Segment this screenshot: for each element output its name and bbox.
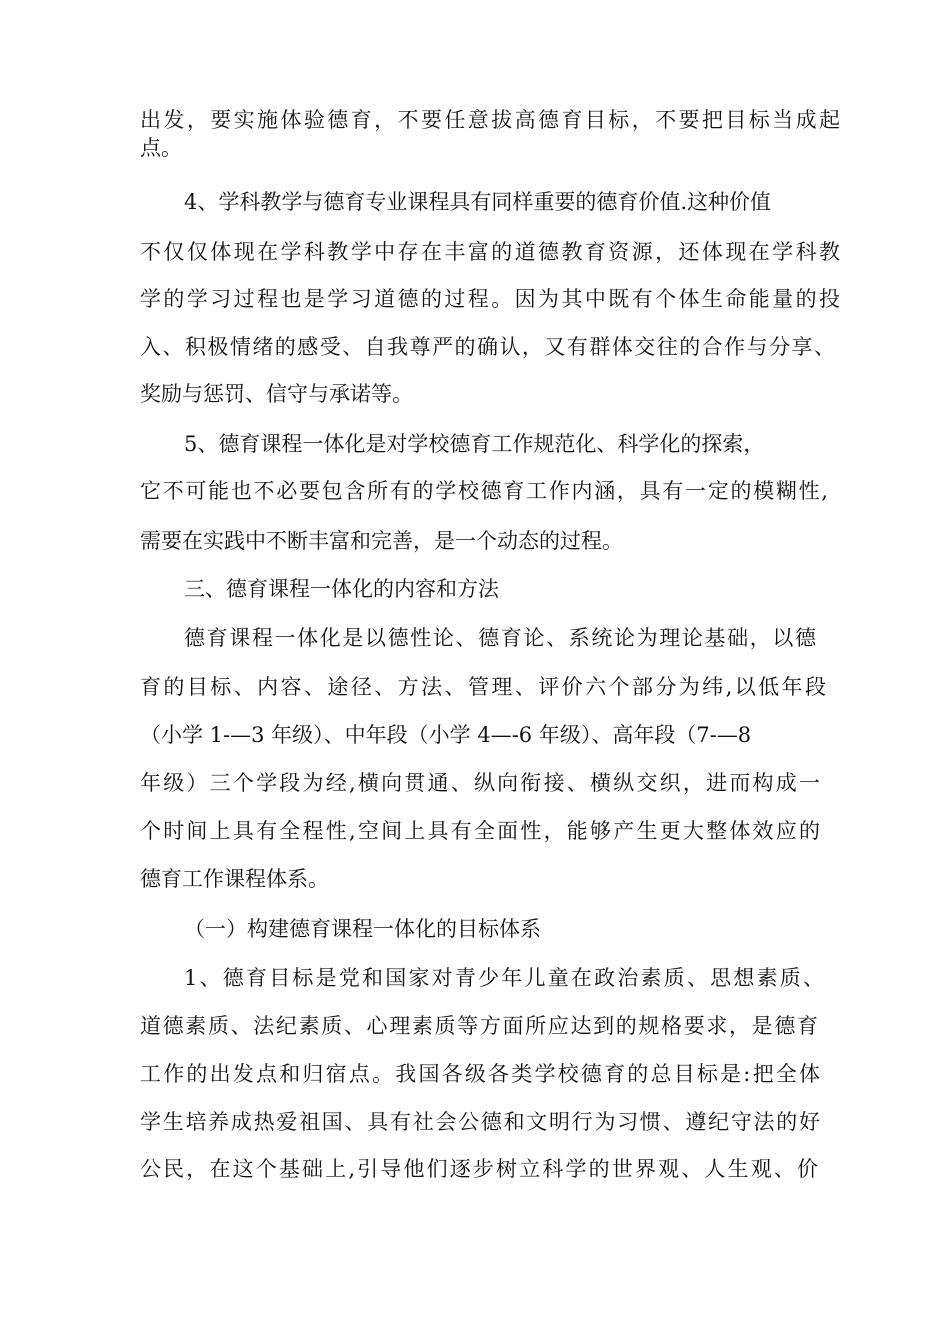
text-line: 入、积极情绪的感受、自我尊严的确认，又有群体交往的合作与分享、 (140, 335, 835, 359)
text-line: 不仅仅体现在学科教学中存在丰富的道德教育资源，还体现在学科教 (140, 240, 840, 264)
text-line: 出发，要实施体验德育，不要任意拔高德育目标，不要把目标当成起 (140, 108, 840, 132)
subsection-heading: （一）构建德育课程一体化的目标体系 (184, 917, 541, 941)
text-line: 工作的出发点和归宿点。我国各级各类学校德育的总目标是:把全体 (140, 1062, 820, 1086)
text-line: 年级）三个学段为经,横向贯通、纵向衔接、横纵交织，进而构成一 (140, 771, 820, 795)
text-line: 育的目标、内容、途径、方法、管理、评价六个部分为纬,以低年段 (140, 675, 826, 699)
text-line: 德育工作课程体系。 (140, 867, 329, 891)
section-heading: 三、德育课程一体化的内容和方法 (184, 577, 499, 601)
text-line: 1、德育目标是党和国家对青少年儿童在政治素质、思想素质、 (184, 966, 824, 990)
text-line: 个时间上具有全程性,空间上具有全面性，能够产生更大整体效应的 (140, 819, 820, 843)
text-line: 德育课程一体化是以德性论、德育论、系统论为理论基础，以德 (184, 626, 816, 650)
text-line: 公民，在这个基础上,引导他们逐步树立科学的世界观、人生观、价 (140, 1157, 818, 1181)
text-line: 道德素质、法纪素质、心理素质等方面所应达到的规格要求，是德育 (140, 1014, 818, 1038)
text-line: 学生培养成热爱祖国、具有社会公德和文明行为习惯、遵纪守法的好 (140, 1110, 820, 1134)
text-line: 需要在实践中不断丰富和完善，是一个动态的过程。 (140, 529, 623, 553)
text-line: 点。 (140, 136, 182, 160)
text-line: 学的学习过程也是学习道德的过程。因为其中既有个体生命能量的投 (140, 287, 840, 311)
text-line: （小学 1-—3 年级）、中年段（小学 4—-6 年级）、高年段（7-—8 (140, 723, 752, 747)
text-line: 奖励与惩罚、信守与承诺等。 (140, 382, 413, 406)
text-line: 4、学科教学与德育专业课程具有同样重要的德育价值.这种价值 (184, 190, 772, 214)
text-line: 它不可能也不必要包含所有的学校德育工作内涵，具有一定的模糊性, (140, 479, 828, 503)
text-line: 5、德育课程一体化是对学校德育工作规范化、科学化的探索， (184, 432, 765, 456)
